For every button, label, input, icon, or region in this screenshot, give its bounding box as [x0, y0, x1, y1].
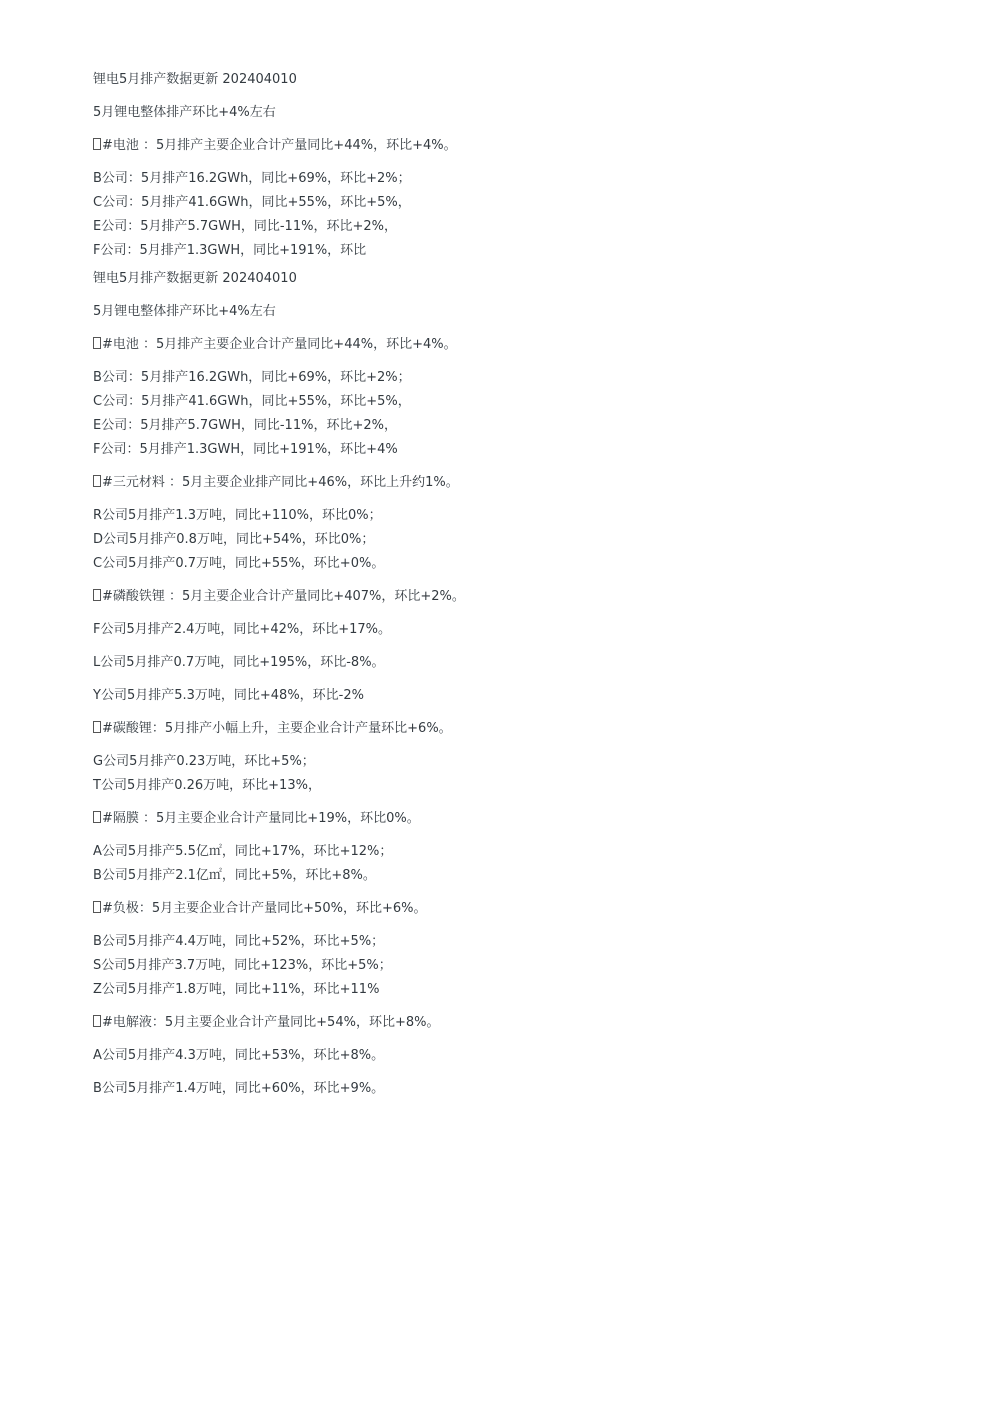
doc-subtitle-repeat: 5月锂电整体排产环比+4%左右	[93, 304, 276, 319]
section-lithium-carbonate-heading: #碳酸锂：5月排产小幅上升，主要企业合计产量环比+6%。	[93, 719, 913, 743]
missing-glyph-icon	[93, 1015, 101, 1027]
doc-title: 锂电5月排产数据更新 202404010	[93, 72, 297, 87]
section-anode-heading: #负极：5月主要企业合计产量同比+50%，环比+6%。	[93, 899, 913, 923]
missing-glyph-icon	[93, 811, 101, 823]
list-item: Y公司5月排产5.3万吨，同比+48%，环比-2%	[93, 688, 364, 703]
section-separator-heading: #隔膜 ：5月主要企业合计产量同比+19%，环比0%。	[93, 809, 913, 833]
list-item: F公司5月排产2.4万吨，同比+42%，环比+17%。	[93, 622, 391, 637]
missing-glyph-icon	[93, 475, 101, 487]
section-ternary-heading: #三元材料 ：5月主要企业排产同比+46%，环比上升约1%。	[93, 473, 913, 497]
section-lfp-heading: #磷酸铁锂 ：5月主要企业合计产量同比+407%，环比+2%。	[93, 587, 913, 611]
list-item: B公司5月排产2.1亿㎡，同比+5%，环比+8%。	[93, 868, 376, 883]
list-item: R公司5月排产1.3万吨，同比+110%，环比0%；	[93, 508, 382, 523]
list-item: F公司：5月排产1.3GWH，同比+191%，环比	[93, 243, 367, 258]
list-item: C公司：5月排产41.6GWh，同比+55%，环比+5%，	[93, 195, 411, 210]
missing-glyph-icon	[93, 901, 101, 913]
list-item: Z公司5月排产1.8万吨，同比+11%，环比+11%	[93, 982, 380, 997]
section-battery-heading: #电池 ：5月排产主要企业合计产量同比+44%，环比+4%。	[93, 136, 913, 160]
section-electrolyte-heading: #电解液：5月主要企业合计产量同比+54%，环比+8%。	[93, 1013, 913, 1037]
list-item: E公司：5月排产5.7GWH，同比-11%，环比+2%，	[93, 418, 397, 433]
list-item: A公司5月排产5.5亿㎡，同比+17%，环比+12%；	[93, 844, 393, 859]
missing-glyph-icon	[93, 337, 101, 349]
document-page	[93, 70, 913, 1103]
missing-glyph-icon	[93, 138, 101, 150]
list-item: E公司：5月排产5.7GWH，同比-11%，环比+2%，	[93, 219, 397, 234]
doc-subtitle: 5月锂电整体排产环比+4%左右	[93, 105, 276, 120]
list-item: B公司：5月排产16.2GWh，同比+69%，环比+2%；	[93, 370, 411, 385]
doc-title-repeat: 锂电5月排产数据更新 202404010	[93, 271, 297, 286]
list-item: B公司5月排产1.4万吨，同比+60%，环比+9%。	[93, 1081, 385, 1096]
list-item: C公司5月排产0.7万吨，同比+55%，环比+0%。	[93, 556, 385, 571]
list-item: F公司：5月排产1.3GWH，同比+191%，环比+4%	[93, 442, 398, 457]
missing-glyph-icon	[93, 721, 101, 733]
section-battery-heading-repeat: #电池 ：5月排产主要企业合计产量同比+44%，环比+4%。	[93, 335, 913, 359]
list-item: A公司5月排产4.3万吨，同比+53%，环比+8%。	[93, 1048, 385, 1063]
list-item: C公司：5月排产41.6GWh，同比+55%，环比+5%，	[93, 394, 411, 409]
list-item: T公司5月排产0.26万吨，环比+13%，	[93, 778, 321, 793]
list-item: G公司5月排产0.23万吨，环比+5%；	[93, 754, 315, 769]
list-item: L公司5月排产0.7万吨，同比+195%，环比-8%。	[93, 655, 385, 670]
list-item: B公司：5月排产16.2GWh，同比+69%，环比+2%；	[93, 171, 411, 186]
missing-glyph-icon	[93, 589, 101, 601]
list-item: D公司5月排产0.8万吨，同比+54%，环比0%；	[93, 532, 375, 547]
list-item: B公司5月排产4.4万吨，同比+52%，环比+5%；	[93, 934, 385, 949]
list-item: S公司5月排产3.7万吨，同比+123%，环比+5%；	[93, 958, 392, 973]
